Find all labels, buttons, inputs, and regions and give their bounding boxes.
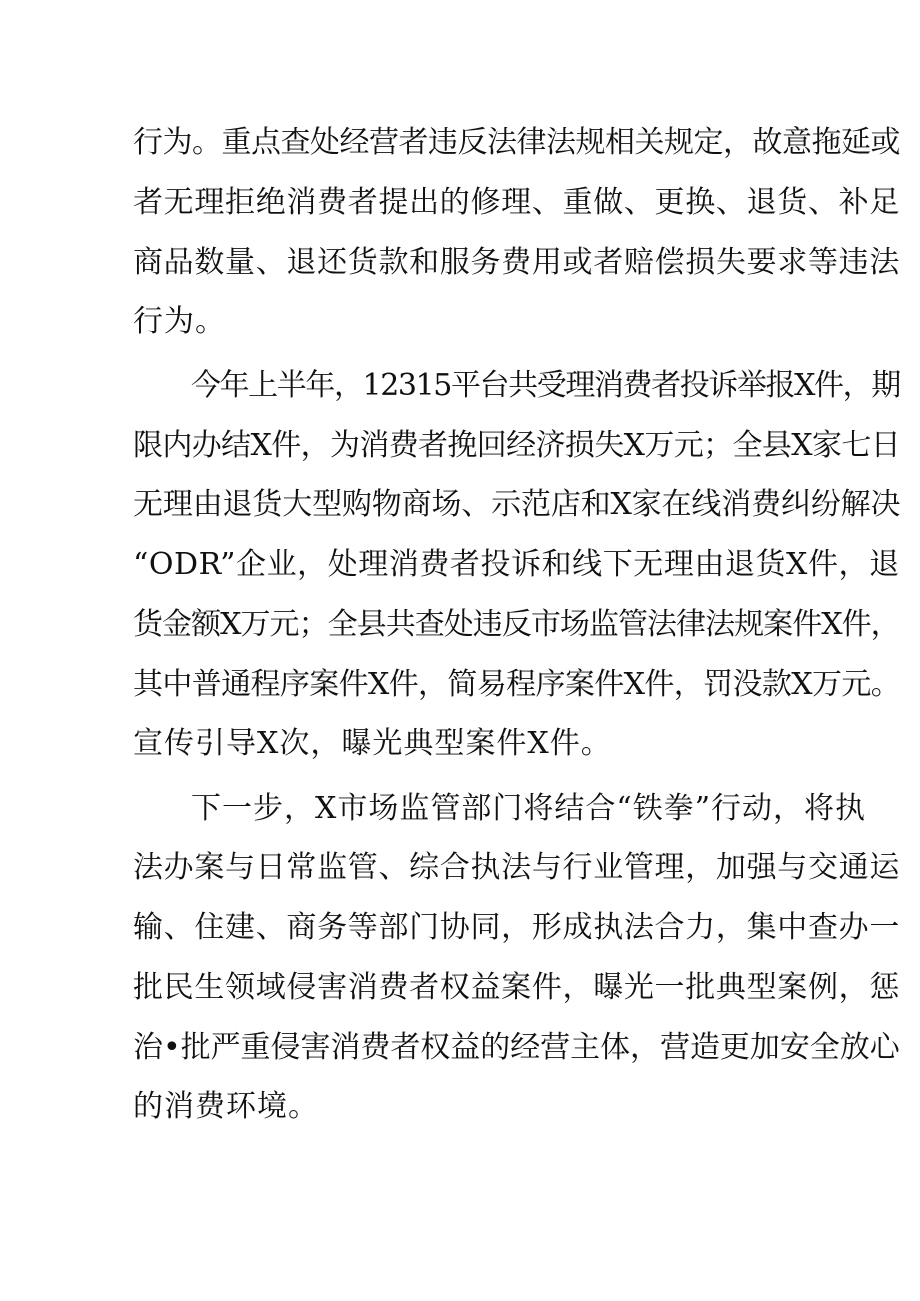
paragraph-3-line-3: 输、住建、商务等部门协同，形成执法合力，集中查办一 xyxy=(133,910,900,945)
paragraph-1-line-4: 行为。 xyxy=(133,304,226,339)
paragraph-2-line-5: 货金额X万元；全县共查处违反市场监管法律法规案件X件， xyxy=(133,607,900,642)
paragraph-3-line-4: 批民生领域侵害消费者权益案件，曝光一批典型案例，惩 xyxy=(133,970,900,1005)
paragraph-2-line-1: 今年上半年，12315平台共受理消费者投诉举报X件，期 xyxy=(191,368,900,403)
paragraph-3-line-1: 下一步，X市场监管部门将结合“铁拳”行动，将执 xyxy=(191,791,867,826)
paragraph-1-line-3: 商品数量、退还货款和服务费用或者赔偿损失要求等违法 xyxy=(133,245,900,280)
paragraph-2-line-6: 其中普通程序案件X件，简易程序案件X件，罚没款X万元。 xyxy=(133,667,901,702)
paragraph-2-line-3: 无理由退货大型购物商场、示范店和X家在线消费纠纷解决 xyxy=(133,487,901,522)
paragraph-2-line-7: 宣传引导X次，曝光典型案件X件。 xyxy=(133,726,612,761)
paragraph-2-line-2: 限内办结X件，为消费者挽回经济损失X万元；全县X家七日 xyxy=(133,428,901,463)
paragraph-3-line-2: 法办案与日常监管、综合执法与行业管理，加强与交通运 xyxy=(133,850,900,885)
paragraph-1-line-1: 行为。重点查处经营者违反法律法规相关规定，故意拖延或 xyxy=(133,125,900,160)
paragraph-1-line-2: 者无理拒绝消费者提出的修理、重做、更换、退货、补足 xyxy=(133,185,900,220)
paragraph-3-line-6: 的消费环境。 xyxy=(133,1089,319,1124)
paragraph-3-line-5: 治•批严重侵害消费者权益的经营主体，营造更加安全放心 xyxy=(133,1030,900,1065)
paragraph-2-line-4: “ODR”企业，处理消费者投诉和线下无理由退货X件，退 xyxy=(133,547,900,582)
